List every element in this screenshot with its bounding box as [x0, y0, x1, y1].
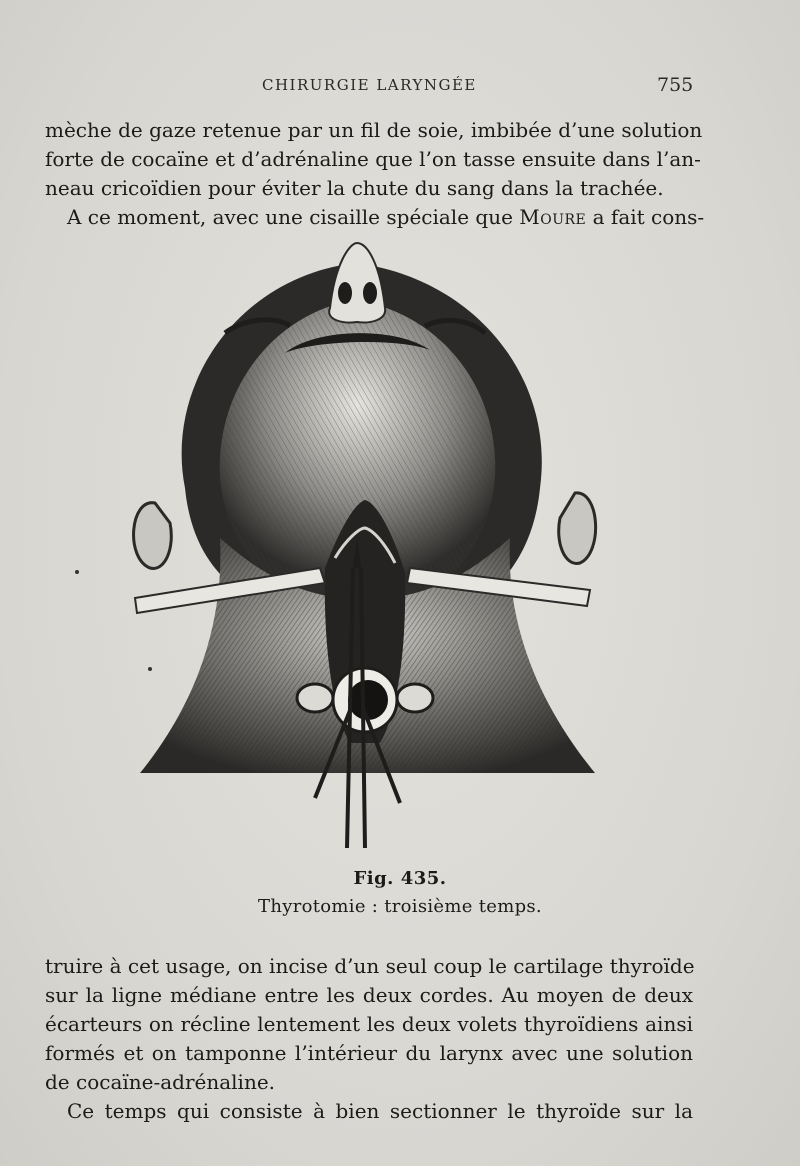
page-header — [0, 72, 800, 102]
author-name: Moure — [519, 205, 587, 229]
figure-illustration — [125, 238, 605, 853]
text-line: Ce temps qui consiste à bien sectionner le thyroïde sur la — [67, 1099, 693, 1123]
text-line — [45, 203, 705, 232]
paragraph-bottom — [45, 952, 693, 1126]
text-line: écarteurs on récline lentement les deux volets thyroïdiens ainsi — [45, 1012, 693, 1036]
figure-caption: Thyrotomie : troisième temps. — [258, 896, 542, 917]
text-line: formés et on tamponne l’intérieur du larynx avec une solution — [45, 1041, 693, 1065]
thyrotomy-neck-engraving — [125, 238, 605, 853]
text-line: neau cricoïdien pour éviter la chute du sang dans la trachée. — [45, 176, 664, 200]
paragraph-top — [45, 116, 705, 232]
speck — [148, 667, 152, 671]
text-line: mèche de gaze retenue par un fil de soie, imbibée d’une solution — [45, 118, 703, 142]
page-number: 755 — [657, 74, 694, 96]
text-line: truire à cet usage, on incise d’un seul coup le cartilage thyroïde — [45, 954, 695, 978]
text-line: sur la ligne médiane entre les deux cordes. Au moyen de deux — [45, 983, 693, 1007]
text-line: de cocaïne-adrénaline. — [45, 1070, 276, 1094]
speck — [75, 570, 79, 574]
text-segment: a fait cons- — [586, 205, 705, 229]
running-head: CHIRURGIE LARYNGÉE — [262, 76, 477, 94]
figure-number: Fig. 435. — [353, 868, 447, 889]
text-segment: A ce moment, avec une cisaille spéciale que — [67, 205, 520, 229]
text-line: forte de cocaïne et d’adrénaline que l’on tasse ensuite dans l’an- — [45, 147, 701, 171]
